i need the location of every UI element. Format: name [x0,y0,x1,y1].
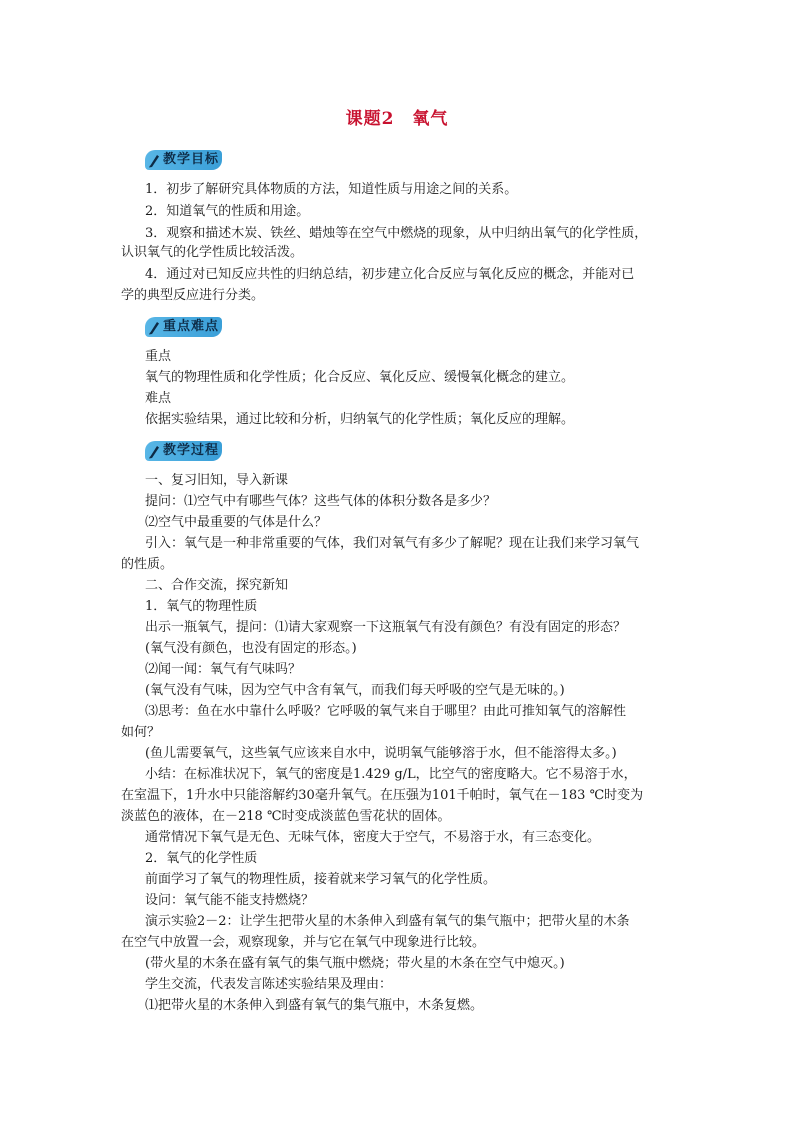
objective-line: 3．观察和描述木炭、铁丝、蜡烛等在空气中燃烧的现象，从中归纳出氧气的化学性质， [145,226,648,241]
process-line: 在室温下，1升水中只能溶解约30毫升氧气。在压强为101千帕时，氧气在－183 ℃时变为 [121,788,644,803]
pencil-icon [147,443,161,459]
objective-line: 2．知道氧气的性质和用途。 [145,204,310,219]
process-line: 小结：在标准状况下，氧气的密度是1.429 g/L，比空气的密度略大。它不易溶于水， [145,767,637,782]
process-line: 2．氧气的化学性质 [145,851,258,866]
process-line: 引入：氧气是一种非常重要的气体，我们对氧气有多少了解呢？现在让我们来学习氧气 [145,536,640,551]
process-line: 在空气中放置一会，观察现象，并与它在氧气中现象进行比较。 [121,935,486,950]
objective-line: 学的典型反应进行分类。 [121,288,265,303]
section-badge-keypoints [145,317,222,337]
objective-line: 1．初步了解研究具体物质的方法，知道性质与用途之间的关系。 [145,182,518,197]
keypoint-line: 重点 [145,349,172,364]
section-badge-objectives [145,150,222,170]
process-line: 如何？ [121,725,161,740]
objective-line: 4．通过对已知反应共性的归纳总结，初步建立化合反应与氧化反应的概念，并能对已 [145,267,635,282]
process-line: ⑶思考：鱼在水中靠什么呼吸？它呼吸的氧气来自于哪里？由此可推知氧气的溶解性 [145,704,627,719]
pencil-icon [147,152,161,168]
pencil-icon [147,319,161,335]
page-title: 课题2 氧气 [345,109,449,129]
process-line: (氧气没有颜色，也没有固定的形态。) [145,641,357,656]
section-badge-process [145,441,222,461]
process-line: 提问：⑴空气中有哪些气体？这些气体的体积分数各是多少？ [145,494,497,509]
process-line: (鱼儿需要氧气，这些氧气应该来自水中，说明氧气能够溶于水，但不能溶得太多。) [145,746,617,761]
section-label-keypoints: 重点难点 [163,319,220,334]
process-line: 1．氧气的物理性质 [145,599,258,614]
process-line: 的性质。 [121,557,174,572]
process-line: (带火星的木条在盛有氧气的集气瓶中燃烧；带火星的木条在空气中熄灭。) [145,956,565,971]
process-line: ⑵空气中最重要的气体是什么？ [145,515,328,530]
process-line: (氧气没有气味，因为空气中含有氧气，而我们每天呼吸的空气是无味的。) [145,683,565,698]
process-line: 演示实验2－2：让学生把带火星的木条伸入到盛有氧气的集气瓶中；把带火星的木条 [145,914,630,929]
objective-line: 认识氧气的化学性质比较活泼。 [121,245,304,260]
section-label-objectives: 教学目标 [163,152,220,167]
process-line: 一、复习旧知，导入新课 [145,473,289,488]
process-line: 淡蓝色的液体，在－218 ℃时变成淡蓝色雪花状的固体。 [121,809,451,824]
keypoint-line: 依据实验结果，通过比较和分析，归纳氧气的化学性质；氧化反应的理解。 [145,412,575,427]
keypoint-line: 氧气的物理性质和化学性质；化合反应、氧化反应、缓慢氧化概念的建立。 [145,370,575,385]
process-line: ⑴把带火星的木条伸入到盛有氧气的集气瓶中，木条复燃。 [145,998,484,1013]
process-line: 学生交流，代表发言陈述实验结果及理由： [145,977,393,992]
section-label-process: 教学过程 [163,443,220,458]
keypoint-line: 难点 [145,391,172,406]
process-line: ⑵闻一闻：氧气有气味吗？ [145,662,302,677]
process-line: 通常情况下氧气是无色、无味气体，密度大于空气，不易溶于水，有三态变化。 [145,830,601,845]
process-line: 出示一瓶氧气，提问：⑴请大家观察一下这瓶氧气有没有颜色？有没有固定的形态？ [145,620,627,635]
process-line: 前面学习了氧气的物理性质，接着就来学习氧气的化学性质。 [145,872,497,887]
process-line: 二、合作交流，探究新知 [145,578,289,593]
process-line: 设问：氧气能不能支持燃烧？ [145,893,315,908]
